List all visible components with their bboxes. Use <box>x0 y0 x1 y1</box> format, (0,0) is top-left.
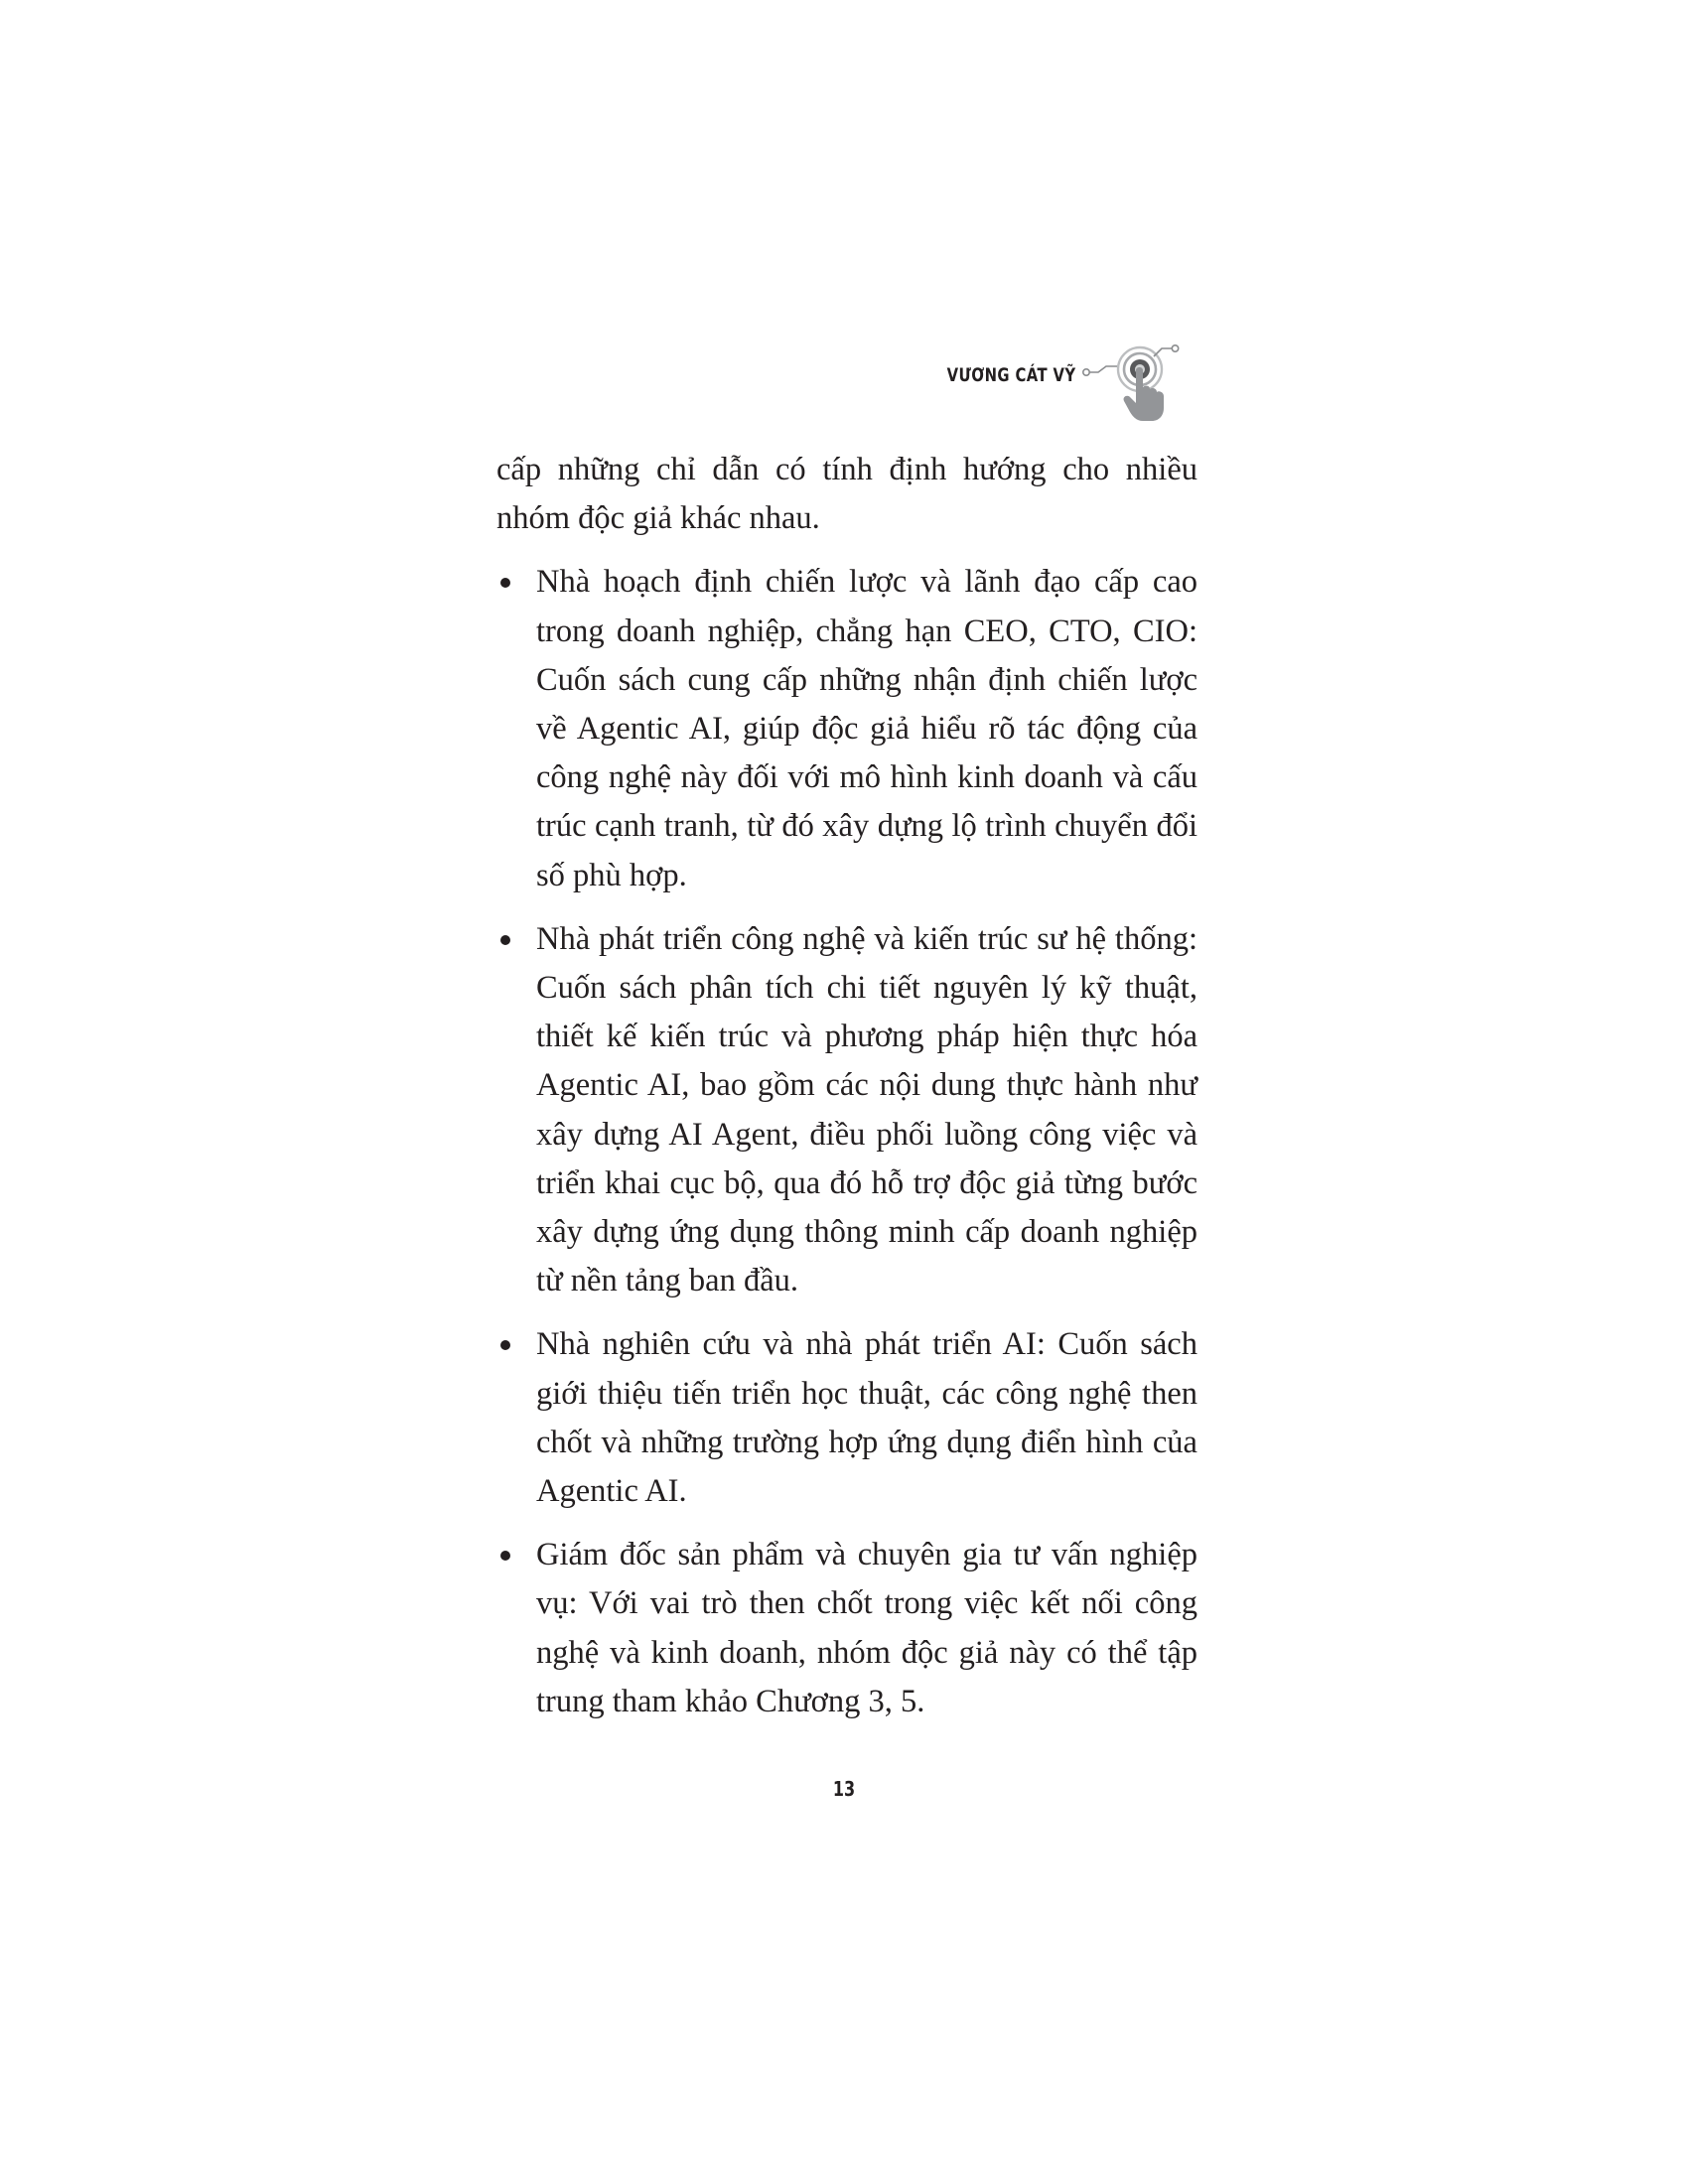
touch-target-icon <box>1082 342 1211 422</box>
bullet-dot-icon <box>500 578 510 588</box>
page-number: 13 <box>832 1777 856 1801</box>
running-header <box>946 342 1211 422</box>
list-item <box>496 1320 1197 1516</box>
intro-paragraph: cấp những chỉ dẫn có tính định hướng cho nhiều nhóm độc giả khác nhau. <box>496 452 1197 537</box>
page-body <box>496 446 1197 1741</box>
list-item-text: Nhà hoạch định chiến lược và lãnh đạo cấp cao trong doanh nghiệp, chẳng hạn CEO, CTO, CIO: Cuốn sách cung cấp những nhận định chiến lược về Agentic AI, giúp độc giả hiểu rõ tác động của công nghệ này đối với mô hình kinh doanh và cấu trúc cạnh tranh, từ đó xây dựng lộ trình chuyển đổi số phù hợp. <box>536 564 1197 893</box>
bullet-dot-icon <box>500 935 510 945</box>
header-author: VƯƠNG CÁT VỸ <box>946 364 1075 386</box>
list-item <box>496 558 1197 899</box>
audience-list <box>496 558 1197 1726</box>
bullet-dot-icon <box>500 1340 510 1350</box>
list-item-text: Giám đốc sản phẩm và chuyên gia tư vấn nghiệp vụ: Với vai trò then chốt trong việc kết nối công nghệ và kinh doanh, nhóm độc giả này có thể tập trung tham khảo Chương 3, 5. <box>536 1537 1197 1719</box>
list-item-text: Nhà nghiên cứu và nhà phát triển AI: Cuốn sách giới thiệu tiến triển học thuật, các công nghệ then chốt và những trường hợp ứng dụng điển hình của Agentic AI. <box>536 1326 1197 1510</box>
bullet-dot-icon <box>500 1551 510 1561</box>
list-item <box>496 915 1197 1306</box>
list-item-text: Nhà phát triển công nghệ và kiến trúc sư hệ thống: Cuốn sách phân tích chi tiết nguyên lý kỹ thuật, thiết kế kiến trúc và phương pháp hiện thực hóa Agentic AI, bao gồm các nội dung thực hành như xây dựng AI Agent, điều phối luồng công việc và triển khai cục bộ, qua đó hỗ trợ độc giả từng bước xây dựng ứng dụng thông minh cấp doanh nghiệp từ nền tảng ban đầu. <box>536 920 1197 1299</box>
list-item <box>496 1531 1197 1726</box>
